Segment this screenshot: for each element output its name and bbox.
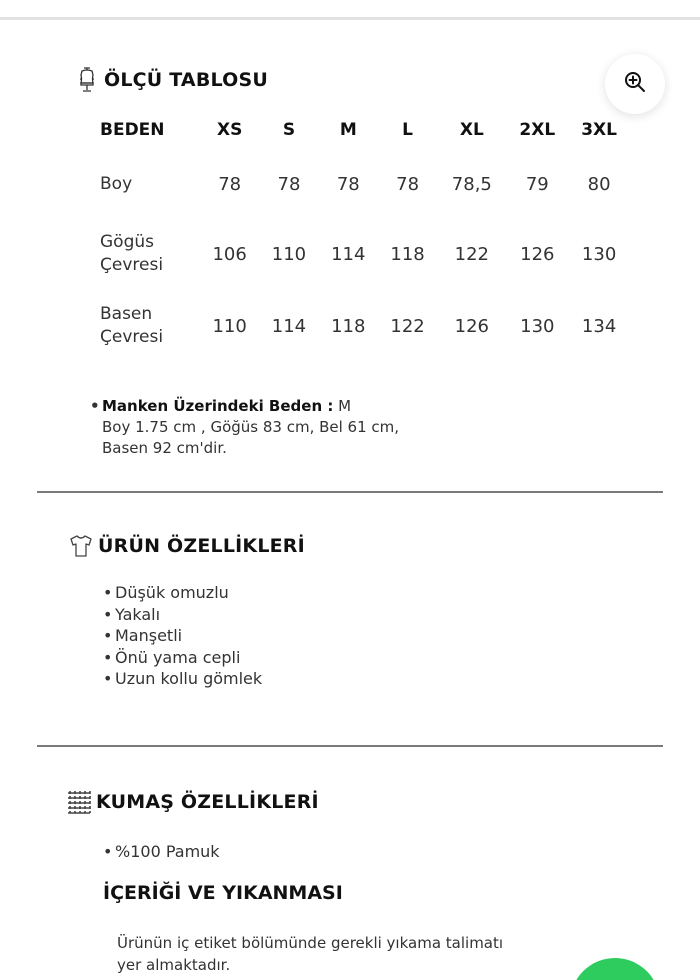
row-label bbox=[100, 218, 200, 290]
size-table bbox=[100, 110, 630, 362]
bullet: • bbox=[90, 397, 100, 415]
table-cell: 134 bbox=[581, 315, 617, 337]
table-cell: 130 bbox=[581, 243, 617, 265]
header-m: M bbox=[339, 120, 357, 140]
header-2xl: 2XL bbox=[519, 120, 556, 140]
table-cell: 118 bbox=[331, 315, 366, 337]
list-item: • Uzun kollu gömlek bbox=[103, 668, 262, 690]
row-label bbox=[100, 290, 200, 362]
section-divider bbox=[37, 491, 663, 493]
row-label-line: Basen bbox=[100, 304, 153, 324]
row-label-line: Gögüs bbox=[100, 232, 154, 252]
table-cell: 118 bbox=[390, 243, 425, 265]
header-xs: XS bbox=[216, 120, 243, 140]
care-instructions: Ürünün iç etiket bölümünde gerekli yıkama talimatı yer almaktadır. bbox=[117, 934, 504, 974]
list-item: • %100 Pamuk bbox=[103, 841, 220, 863]
table-cell: 106 bbox=[212, 243, 247, 265]
model-size-note bbox=[90, 396, 490, 459]
table-cell: 126 bbox=[454, 315, 490, 337]
care-heading: İÇERİĞİ VE YIKANMASI bbox=[103, 882, 343, 904]
section-divider bbox=[37, 745, 663, 747]
list-item: • Düşük omuzlu bbox=[103, 582, 262, 604]
mannequin-icon bbox=[74, 66, 100, 94]
header-s: S bbox=[282, 120, 296, 140]
fabric-features-heading: KUMAŞ ÖZELLİKLERİ bbox=[96, 791, 319, 813]
zoom-button[interactable] bbox=[605, 54, 665, 114]
header-beden: BEDEN bbox=[100, 120, 165, 140]
table-cell: 114 bbox=[331, 243, 366, 265]
top-divider bbox=[0, 17, 700, 20]
size-table-header-row bbox=[100, 110, 630, 150]
table-cell: 122 bbox=[454, 243, 490, 265]
list-item: • Yakalı bbox=[103, 604, 262, 626]
table-row bbox=[100, 218, 630, 290]
row-label: Boy bbox=[100, 173, 133, 194]
product-features-title bbox=[68, 532, 305, 560]
product-features-list bbox=[103, 582, 262, 690]
model-size-value: M bbox=[338, 397, 352, 415]
table-cell: 110 bbox=[212, 315, 247, 337]
table-cell: 78 bbox=[218, 173, 242, 195]
table-cell: 78 bbox=[396, 173, 420, 195]
list-item: • Manşetli bbox=[103, 625, 262, 647]
table-cell: 126 bbox=[520, 243, 555, 265]
table-cell: 130 bbox=[520, 315, 555, 337]
table-cell: 78 bbox=[336, 173, 360, 195]
table-cell: 114 bbox=[271, 315, 307, 337]
fabric-weave-icon bbox=[66, 788, 92, 816]
table-row bbox=[100, 290, 630, 362]
table-cell: 79 bbox=[525, 173, 549, 195]
model-measurements: Boy 1.75 cm , Göğüs 83 cm, Bel 61 cm, bbox=[102, 418, 400, 436]
fabric-features-title bbox=[66, 788, 319, 816]
model-size-label: Manken Üzerindeki Beden : bbox=[102, 397, 334, 415]
size-chart-heading: ÖLÇÜ TABLOSU bbox=[104, 69, 269, 91]
table-row bbox=[100, 150, 630, 218]
header-l: L bbox=[402, 120, 414, 140]
row-label-line: Çevresi bbox=[100, 255, 164, 275]
model-measurements-cont: Basen 92 cm'dir. bbox=[102, 439, 227, 457]
header-xl: XL bbox=[459, 120, 484, 140]
tshirt-icon bbox=[68, 532, 94, 560]
table-cell: 78,5 bbox=[451, 173, 492, 195]
table-cell: 78 bbox=[277, 173, 301, 195]
fabric-features-list bbox=[103, 841, 220, 863]
product-features-heading: ÜRÜN ÖZELLİKLERİ bbox=[98, 535, 305, 557]
table-cell: 122 bbox=[390, 315, 425, 337]
table-cell: 110 bbox=[271, 243, 307, 265]
size-chart-title bbox=[74, 66, 268, 94]
list-item: • Önü yama cepli bbox=[103, 647, 262, 669]
zoom-in-icon bbox=[623, 70, 647, 98]
row-label-line: Çevresi bbox=[100, 327, 164, 347]
table-cell: 80 bbox=[587, 173, 611, 195]
chat-button[interactable] bbox=[570, 958, 660, 980]
header-3xl: 3XL bbox=[581, 120, 617, 140]
